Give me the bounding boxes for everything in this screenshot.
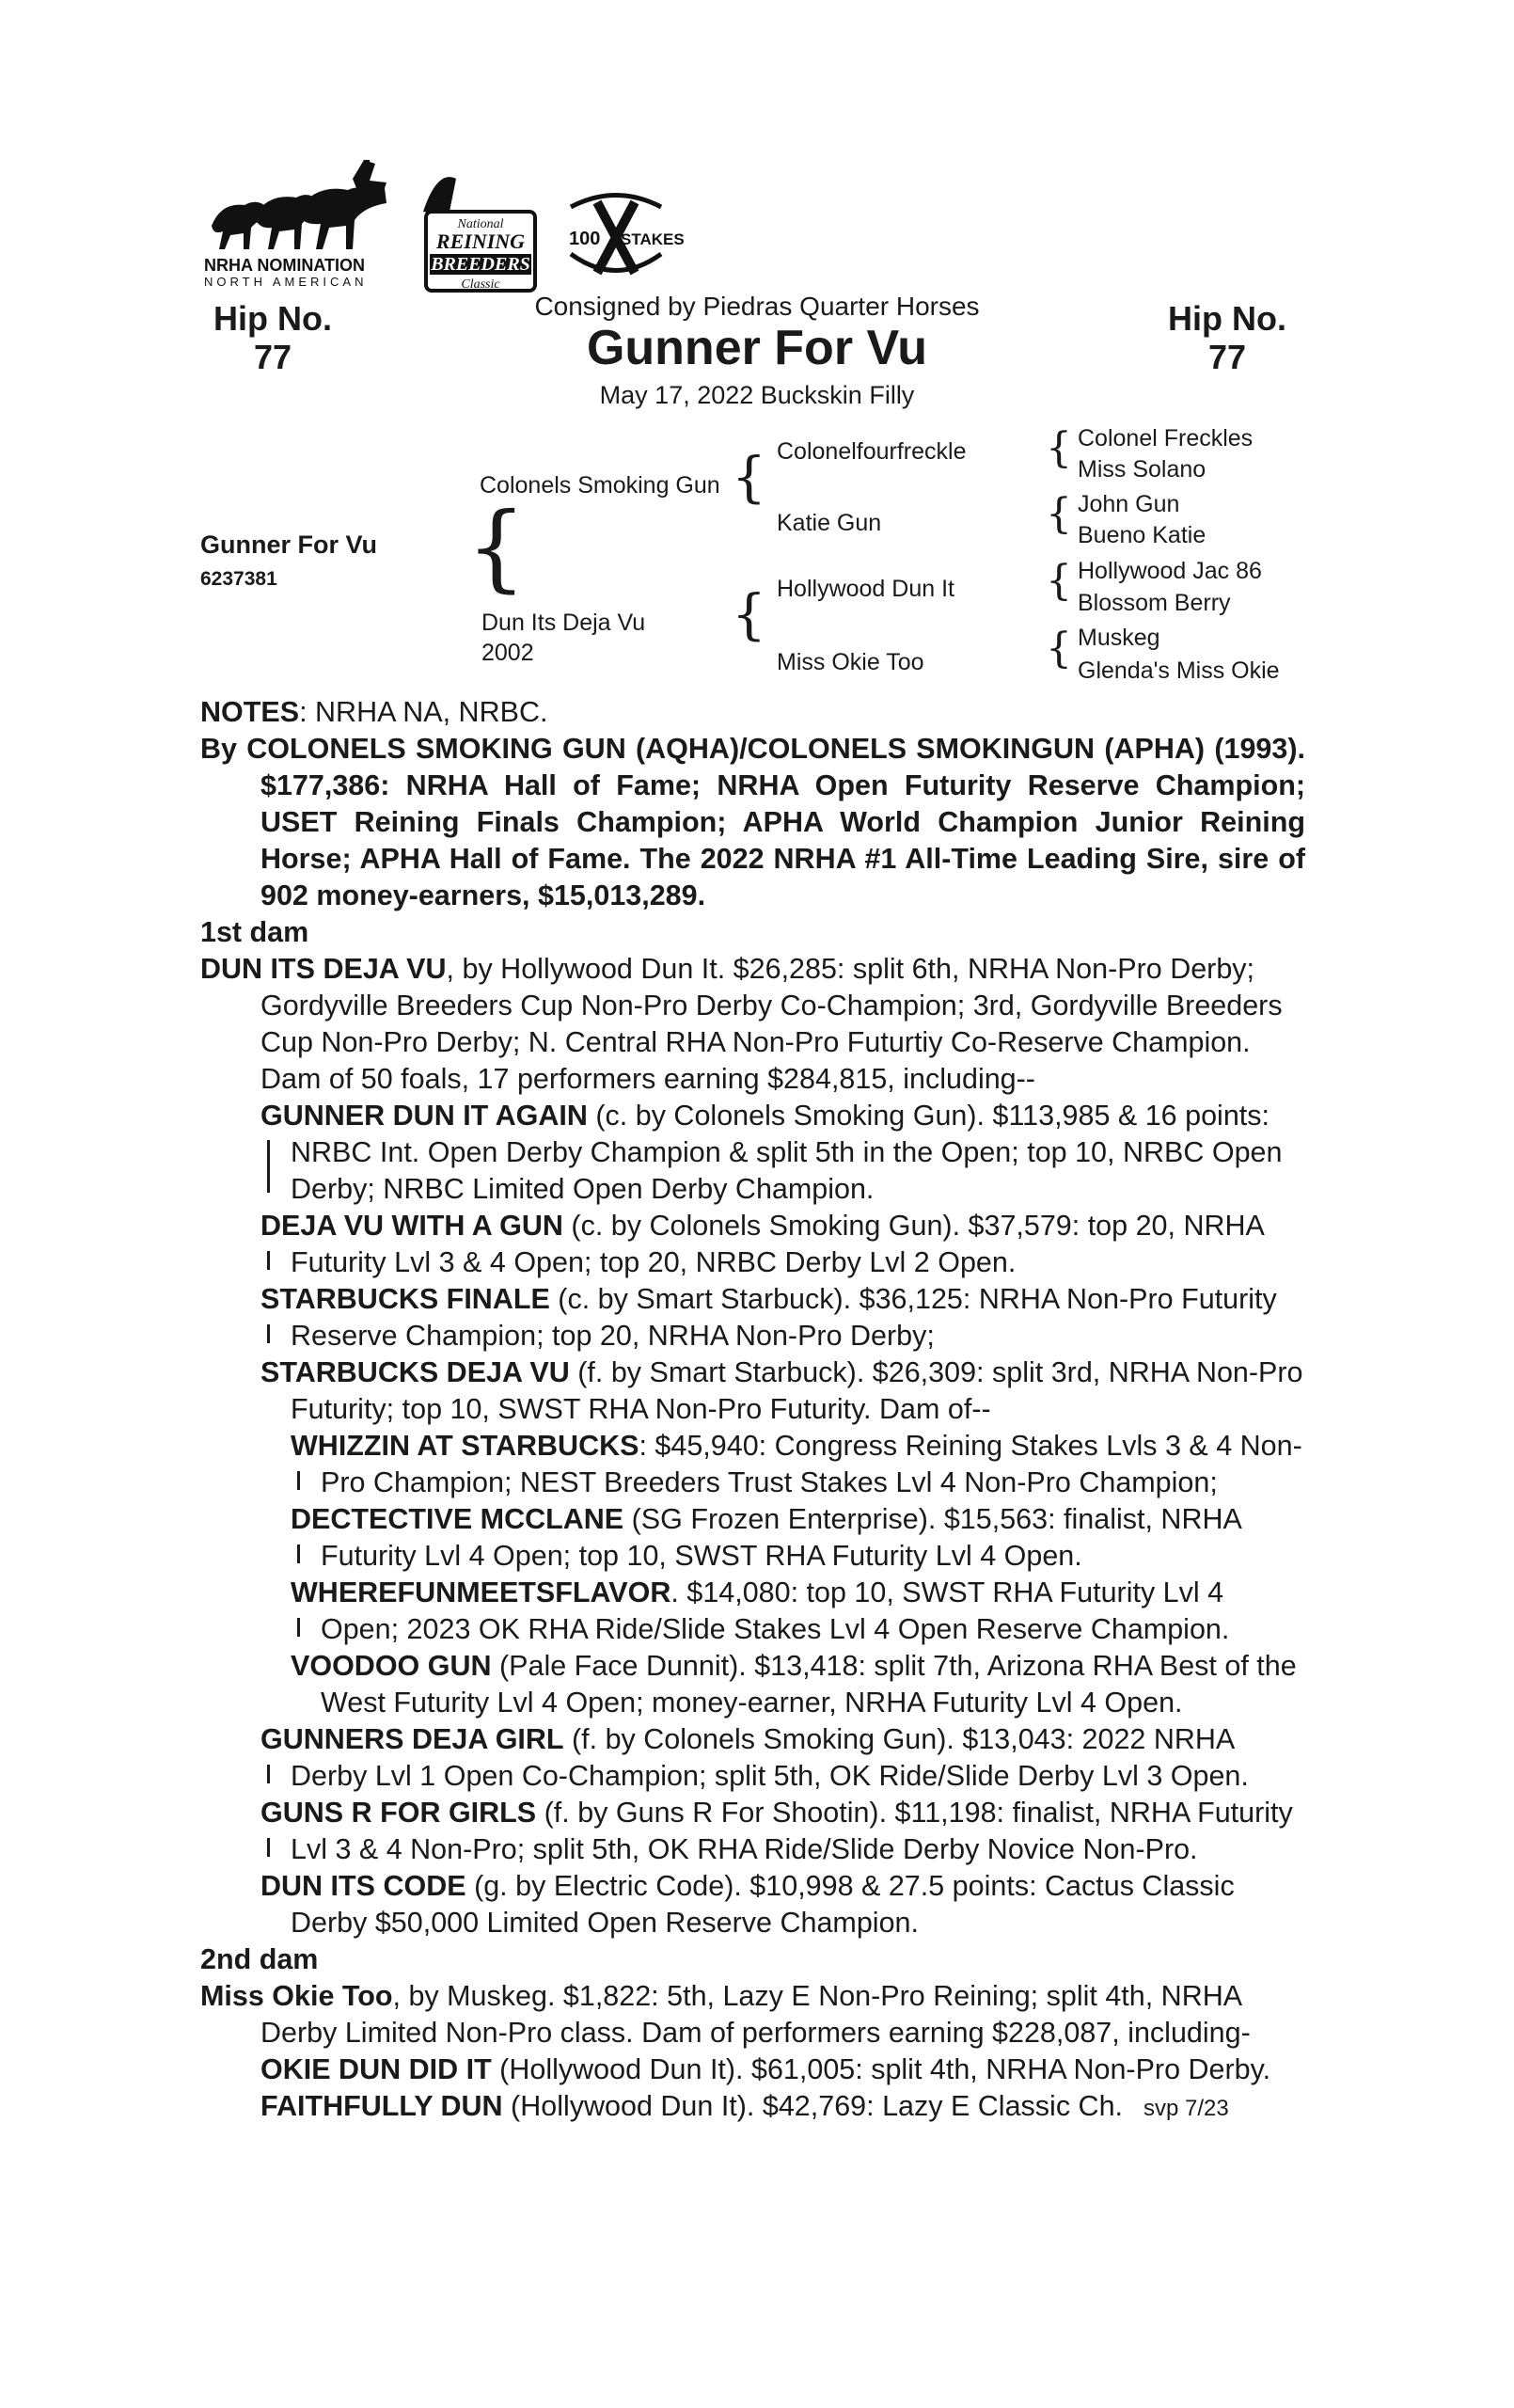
- sire-paragraph: By COLONELS SMOKING GUN (AQHA)/COLONELS SMOKINGUN (APHA) (1993). $177,386: NRHA Hall of Fame; NRHA Open Futurity Reserve Champion; USET Reining Finals Champion; APHA World Champion Junior Reining Horse; APHA Hall of Fame. The 2022 NRHA #1 All-Time Leading Sire, sire of 902 money-earners, $15,013,289.: [200, 733, 1305, 911]
- produce-name: DUN ITS CODE: [260, 1870, 466, 1902]
- pedigree-reg-number: 6237381: [200, 568, 277, 590]
- first-dam-heading: 1st dam: [200, 916, 309, 948]
- grand-produce-name: DECTECTIVE MCCLANE: [291, 1503, 624, 1535]
- pedigree-g3-item: Bueno Katie: [1078, 522, 1206, 548]
- hip-label-right: Hip No.: [1168, 299, 1286, 338]
- hip-number-right: 77: [1207, 338, 1247, 377]
- nrbc-line4: Classic: [461, 277, 500, 292]
- pedigree-g3-item: John Gun: [1078, 491, 1180, 517]
- nrbc-line1: National: [457, 217, 504, 231]
- first-dam-text: , by Hollywood Dun It. $26,285: split 6th, NRHA Non-Pro Derby; Gordyville Breeders Cup Non-Pro Derby Co-Champion; 3rd, Gordyville Breeders Cup Non-Pro Derby; N. Central RHA Non-Pro Futurtiy Co-Reserve Champion. Dam of 50 foals, 17 performers earning $284,815, including--: [260, 953, 1283, 1095]
- produce-text: (f. by Smart Starbuck). $26,309: split 3rd, NRHA Non-Pro Futurity; top 10, SWST RHA Non-Pro Futurity. Dam of--: [291, 1356, 1303, 1425]
- pedigree-g3-item: Miss Solano: [1078, 456, 1206, 483]
- produce-name: GUNS R FOR GIRLS: [260, 1797, 537, 1829]
- notes-line: [200, 694, 1305, 731]
- nrbc-line2: REINING: [435, 230, 526, 253]
- pedigree-subject: Gunner For Vu: [200, 531, 377, 559]
- pedigree-sire-sire: Colonelfourfreckle: [777, 438, 967, 465]
- brace-g3-3: {: [1046, 557, 1072, 605]
- hip-right: [1157, 299, 1298, 377]
- second-produce-text: (Hollywood Dun It). $42,769: Lazy E Classic Ch.: [502, 2090, 1124, 2122]
- grand-produce-text: (Pale Face Dunnit). $13,418: split 7th, Arizona RHA Best of the West Futurity Lvl 4 Open; money-earner, NRHA Futurity Lvl 4 Open.: [321, 1650, 1297, 1719]
- grand-produce-name: VOODOO GUN: [291, 1650, 492, 1682]
- produce-name: STARBUCKS FINALE: [260, 1283, 550, 1315]
- grand-produce-name: WHIZZIN AT STARBUCKS: [291, 1430, 639, 1462]
- produce-entry: [230, 1795, 1305, 1868]
- consignor: Consigned by Piedras Quarter Horses: [534, 292, 980, 321]
- produce-name: DEJA VU WITH A GUN: [260, 1210, 563, 1242]
- pedigree-g3-item: Blossom Berry: [1078, 590, 1231, 616]
- pedigree-sire: Colonels Smoking Gun: [480, 472, 720, 499]
- grand-produce-entry: [260, 1648, 1305, 1721]
- grand-produce-text: (SG Frozen Enterprise). $15,563: finalist, NRHA Futurity Lvl 4 Open; top 10, SWST RHA Futurity Lvl 4 Open.: [321, 1503, 1241, 1572]
- catalog-text: [200, 694, 1305, 2127]
- second-dam-text: , by Muskeg. $1,822: 5th, Lazy E Non-Pro Reining; split 4th, NRHA Derby Limited Non-Pro class. Dam of performers earning $228,087, including-: [260, 1980, 1251, 2049]
- produce-entry: [230, 1721, 1305, 1795]
- second-produce-name: OKIE DUN DID IT: [260, 2053, 492, 2085]
- notes-text: : NRHA NA, NRBC.: [299, 696, 548, 728]
- produce-name: GUNNER DUN IT AGAIN: [260, 1100, 588, 1132]
- notes-label: NOTES: [200, 696, 300, 728]
- produce-text: (f. by Guns R For Shootin). $11,198: finalist, NRHA Futurity Lvl 3 & 4 Non-Pro; split 5th, OK RHA Ride/Slide Derby Novice Non-Pro.: [291, 1797, 1293, 1865]
- nrha-logo-text: NRHA NOMINATION: [204, 256, 365, 275]
- grand-produce-name: WHEREFUNMEETSFLAVOR: [291, 1576, 671, 1608]
- hip-number-left: 77: [253, 338, 292, 377]
- second-dam-entry: [200, 1978, 1305, 2052]
- produce-entry: [230, 1281, 1305, 1354]
- pedigree-dam: Dun Its Deja Vu: [481, 610, 646, 636]
- produce-entry: [230, 1354, 1305, 1428]
- produce-text: (g. by Electric Code). $10,998 & 27.5 points: Cactus Classic Derby $50,000 Limited Open Reserve Champion.: [291, 1870, 1235, 1939]
- hip-left: [202, 299, 343, 377]
- brace-sire: {: [732, 445, 766, 509]
- brace-subject: {: [466, 492, 527, 602]
- second-dam-name: Miss Okie Too: [200, 1980, 393, 2012]
- brace-g3-1: {: [1046, 424, 1072, 472]
- logo-strip: [202, 160, 748, 301]
- first-dam-entry: [200, 951, 1305, 1098]
- pedigree-dam-sire: Hollywood Dun It: [777, 576, 954, 602]
- second-produce-entry: [230, 2052, 1305, 2088]
- grand-produce-text: : $45,940: Congress Reining Stakes Lvls 3 & 4 Non-Pro Champion; NEST Breeders Trust Stakes Lvl 4 Non-Pro Champion;: [321, 1430, 1302, 1498]
- grand-produce-entry: [260, 1501, 1305, 1575]
- produce-text: (c. by Smart Starbuck). $36,125: NRHA Non-Pro Futurity Reserve Champion; top 20, NRHA Non-Pro Derby;: [291, 1283, 1277, 1352]
- grand-produce-entry: [260, 1428, 1305, 1501]
- pedigree-dam-dam: Miss Okie Too: [777, 649, 924, 675]
- pedigree-dam-year: 2002: [481, 640, 534, 666]
- produce-text: (c. by Colonels Smoking Gun). $113,985 & 16 points: NRBC Int. Open Derby Champion & split 5th in the Open; top 10, NRBC Open Derby; NRBC Limited Open Derby Champion.: [291, 1100, 1283, 1205]
- hip-label-left: Hip No.: [213, 299, 332, 338]
- nrha-horses-logo: [212, 160, 386, 249]
- pedigree-g3-item: Glenda's Miss Okie: [1078, 657, 1280, 684]
- brace-dam: {: [732, 582, 766, 646]
- produce-text: (c. by Colonels Smoking Gun). $37,579: top 20, NRHA Futurity Lvl 3 & 4 Open; top 20, NRBC Derby Lvl 2 Open.: [291, 1210, 1264, 1278]
- 100x-stakes-logo: [569, 196, 685, 274]
- first-dam-name: DUN ITS DEJA VU: [200, 953, 447, 985]
- produce-entry: [230, 1208, 1305, 1281]
- second-produce-text: (Hollywood Dun It). $61,005: split 4th, NRHA Non-Pro Derby.: [491, 2053, 1271, 2085]
- footer-code: svp 7/23: [1143, 2096, 1229, 2121]
- nrha-logo-subtext: NORTH AMERICAN: [204, 275, 368, 289]
- stakes-word: STAKES: [621, 230, 685, 248]
- grand-produce-entry: [260, 1575, 1305, 1648]
- second-produce-name: FAITHFULLY DUN: [260, 2090, 503, 2122]
- pedigree-g3-item: Hollywood Jac 86: [1078, 558, 1262, 584]
- second-produce-entry: [230, 2088, 1305, 2127]
- grand-produce-text: . $14,080: top 10, SWST RHA Futurity Lvl 4 Open; 2023 OK RHA Ride/Slide Stakes Lvl 4 Open Reserve Champion.: [321, 1576, 1230, 1645]
- produce-text: (f. by Colonels Smoking Gun). $13,043: 2022 NRHA Derby Lvl 1 Open Co-Champion; split 5th, OK Ride/Slide Derby Lvl 3 Open.: [291, 1723, 1249, 1792]
- birth-info: May 17, 2022 Buckskin Filly: [599, 381, 915, 409]
- logos-graphic: [202, 160, 748, 301]
- second-dam-heading: 2nd dam: [200, 1943, 319, 1975]
- pedigree-g3-item: Muskeg: [1078, 625, 1160, 651]
- stakes-100: 100: [569, 229, 601, 249]
- nrbc-line3: BREEDERS: [431, 254, 530, 275]
- pedigree-sire-dam: Katie Gun: [777, 510, 882, 536]
- produce-name: STARBUCKS DEJA VU: [260, 1356, 570, 1388]
- produce-entry: [230, 1868, 1305, 1941]
- produce-name: GUNNERS DEJA GIRL: [260, 1723, 564, 1755]
- horse-name-title: Gunner For Vu: [586, 321, 928, 375]
- brace-g3-4: {: [1046, 625, 1072, 673]
- pedigree-g3-item: Colonel Freckles: [1078, 425, 1254, 452]
- brace-g3-2: {: [1046, 490, 1072, 538]
- nrbc-logo: [423, 177, 535, 292]
- produce-entry: [230, 1098, 1305, 1208]
